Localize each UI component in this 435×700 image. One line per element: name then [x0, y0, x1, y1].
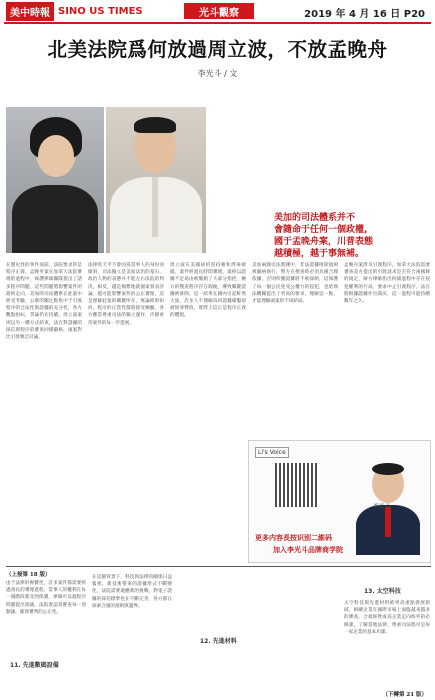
pull-quote [274, 212, 424, 262]
lower-column-5 [344, 600, 430, 688]
photo-shirt-fold [152, 177, 158, 237]
continued-from-label: （上接第 18 版） [6, 572, 51, 578]
photo-body [12, 185, 98, 253]
ad-signature: 李光斗 [371, 503, 390, 510]
article-column-2 [88, 262, 164, 562]
pull-quote-line: 會隨命于任何一個政權, [274, 225, 368, 235]
column-text: 在歷史性的事件面前，法院要求的是程序正義，孟晚舟案在加拿大法院審理的過程中，辯護律師團隊提出了諸多程序問題，這些問題將影響案件的最終走向，美加的司法體系在此案中經受考驗，公眾的關注點集中于引渡程序的合法性與證據的充分性，各方觀點紛紜，爭論仍在持續。周立波案則以另一種方式結束，法官對證據的採信與程序的審查同樣嚴格，兩案對比引發廣泛討論。 [6, 263, 82, 341]
lower-column-2 [92, 574, 172, 689]
column-text: 美加兩國司法實踐中，非法證據排除規則被嚴格執行，警方在搜查時必須具備合理依據，否則所獲證據將不被採納，這保護了每一個公民免受公權力的侵犯，也給執法機關提出了更高的要求，理解這一點，才能理解兩案的不同結局。 [252, 263, 338, 305]
pull-quote-line: 越積極，越于事無補。 [274, 249, 365, 259]
newspaper-logo: 美中時報 [6, 2, 54, 21]
column-text: 由于法律的複雜性，許多案件都需要經過漫長的審理過程，當事人的權利在每一個階段都受到保護，律師可以就程序問題提出異議，法院會認真審查每一項動議，確保審判的公正性。 [6, 581, 86, 615]
portrait-hair [372, 463, 404, 475]
masthead-rule [4, 22, 431, 24]
pull-quote-line: 美加的司法體系并不 [274, 213, 356, 223]
newspaper-name-en: SINO US TIMES [58, 5, 143, 17]
column-text: 周立波在美國紐約因持槍和涉毒被捕，案件經過長時間審理，最終以證據不足爲由被撤銷了大部分指控，檢方的搜查程序存在瑕疵，導致關鍵證據被排除，這一結果在國內引起軒然大波，許多人不理解爲何證據確鑿卻被無罪釋放，實際上這正是程序正義的體現。 [170, 263, 246, 319]
promo-ad[interactable] [248, 440, 431, 563]
ad-line-2: 加入李光斗品牌商学院 [273, 546, 343, 554]
photo-woman [6, 107, 104, 253]
column-text: 法律的天平不會因爲當事人的身份而傾斜，司法獨立是美加法治的基石，政治人物的表態并不能左右法院的判決，相反，越是頻繁地就個案發表評論，越可能影響案件的公正審理，這是理解此案的關鍵所在，無論結果如何，程序的正當性都將接受檢驗，各方應當尊重司法的獨立運作，冷靜看待案件的每一步進展。 [88, 263, 164, 326]
article-column-5 [344, 262, 430, 434]
issue-date: 2019 年 4 月 16 日 P20 [304, 9, 425, 20]
article-column-4 [252, 262, 338, 434]
column-text: 孟晚舟案涉及引渡程序，加拿大法院需要審查美方提出的引渡請求是否符合兩國條約規定，辯方律師指出拘捕過程中存在侵犯權利的行爲，要求中止引渡程序，法官將根據證據作出裁決，這一過程可能持續數年之久。 [344, 263, 430, 305]
continued-to-label: （下轉第 21 版） [382, 692, 427, 698]
section-label: 光斗觀察 [184, 3, 254, 19]
subheading-11: 11. 先進數碼設備 [10, 662, 59, 669]
brand-logo: Li's Voice [255, 447, 289, 458]
photo-face-front [38, 135, 74, 177]
column-text: 在這個背景下，科技與法律的關係日益緊密，新技術帶來的證據形式不斷變化，法院需要適應新的挑戰，對電子證據的採信標準也在不斷完善，各方都在探索合適的規則與邊界。 [92, 575, 172, 609]
article-byline: 李光斗 / 文 [197, 69, 238, 78]
article-column-1 [6, 262, 82, 562]
portrait-tie [385, 507, 391, 537]
subheading-12: 12. 先進材料 [200, 638, 237, 645]
column-text: 太空科技與先進材料被列爲重點發展領域，相關企業在國際市場上面臨越來越多的審查，合規經營成爲企業走向海外的必修課，了解當地法律、尊重司法程序是每一家企業的基本功課。 [344, 601, 430, 635]
subheading-13: 13. 太空科技 [364, 588, 401, 595]
ad-line-1: 更多内容長按识别二維码 [255, 534, 332, 542]
qr-code-icon[interactable] [275, 463, 319, 507]
lower-column-1 [6, 580, 86, 685]
section-divider [6, 566, 431, 567]
article-headline: 北美法院爲何放過周立波，不放孟晚舟 [47, 38, 388, 61]
photo-hair [134, 117, 176, 133]
pull-quote-line: 國于孟晚舟案，川普表態 [274, 237, 374, 247]
photo-man [106, 107, 206, 253]
article-column-3 [170, 262, 246, 562]
